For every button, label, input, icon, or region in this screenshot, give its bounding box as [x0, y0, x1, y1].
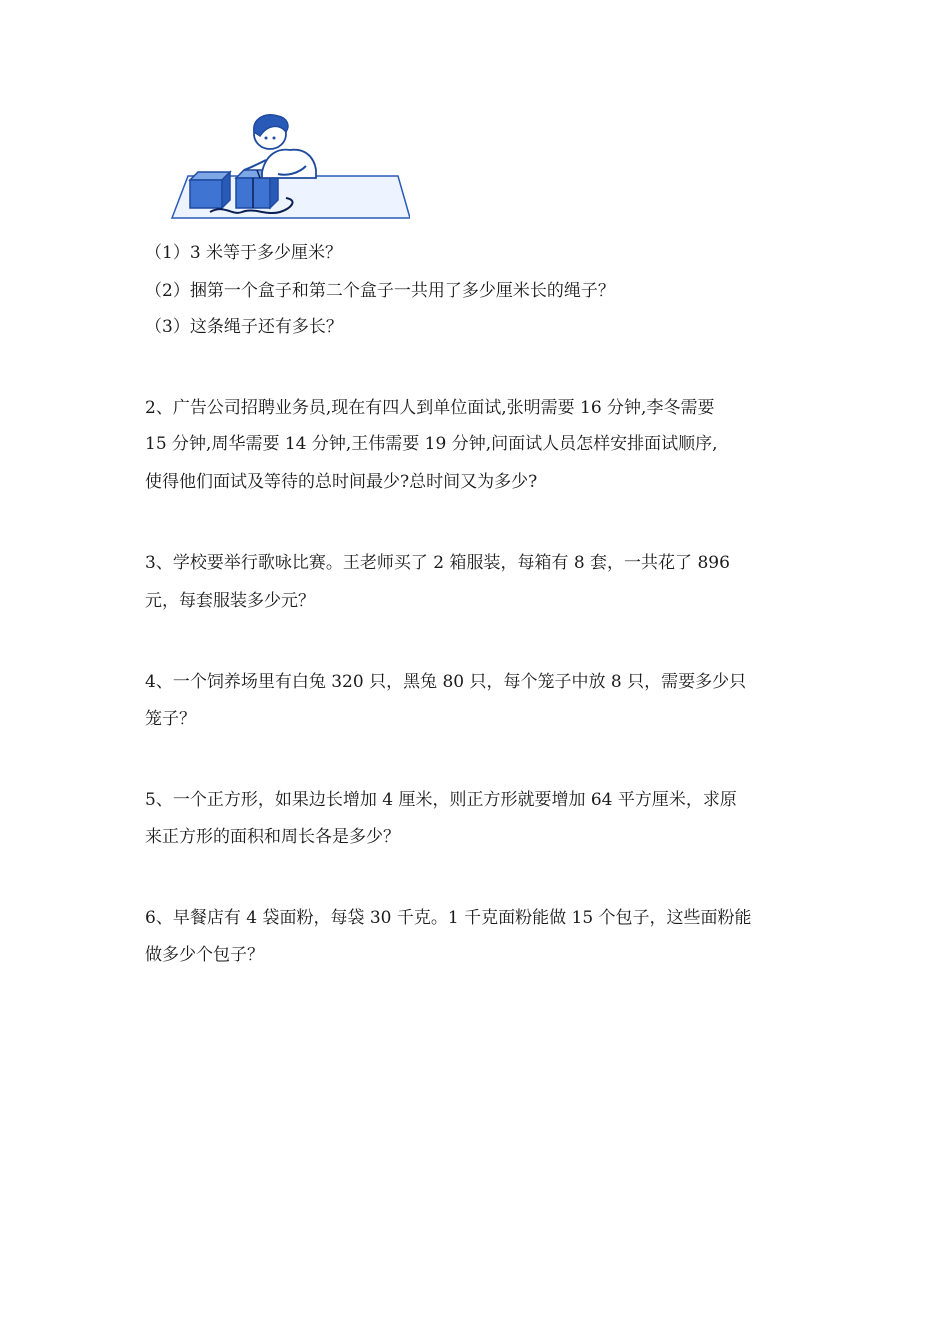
question-2-line-3: 使得他们面试及等待的总时间最少?总时间又为多少?	[145, 472, 538, 492]
question-3-line-2: 元，每套服装多少元？	[145, 591, 315, 611]
question-6-line-2: 做多少个包子？	[145, 945, 264, 965]
boy-tying-boxes-illustration	[170, 112, 410, 224]
question-6-line-1: 6、早餐店有 4 袋面粉，每袋 30 千克。1 千克面粉能做 15 个包子，这些面粉能	[145, 908, 752, 928]
sub-question-3: （3）这条绳子还有多长？	[145, 317, 343, 337]
sub-question-2: （2）捆第一个盒子和第二个盒子一共用了多少厘米长的绳子？	[145, 281, 615, 301]
question-2-line-2: 15 分钟,周华需要 14 分钟,王伟需要 19 分钟,问面试人员怎样安排面试顺序,	[145, 434, 718, 454]
question-4-line-2: 笼子？	[145, 709, 196, 729]
sub-question-1: （1）3 米等于多少厘米？	[145, 243, 343, 263]
question-5-line-1: 5、一个正方形，如果边长增加 4 厘米，则正方形就要增加 64 平方厘米，求原	[145, 790, 737, 810]
question-3-line-1: 3、学校要举行歌咏比赛。王老师买了 2 箱服装，每箱有 8 套，一共花了 896	[145, 553, 730, 573]
question-5-line-2: 来正方形的面积和周长各是多少？	[145, 827, 400, 847]
question-2-line-1: 2、广告公司招聘业务员,现在有四人到单位面试,张明需要 16 分钟,李冬需要	[145, 398, 715, 418]
question-4-line-1: 4、一个饲养场里有白兔 320 只，黑兔 80 只，每个笼子中放 8 只，需要多少只	[145, 672, 747, 692]
